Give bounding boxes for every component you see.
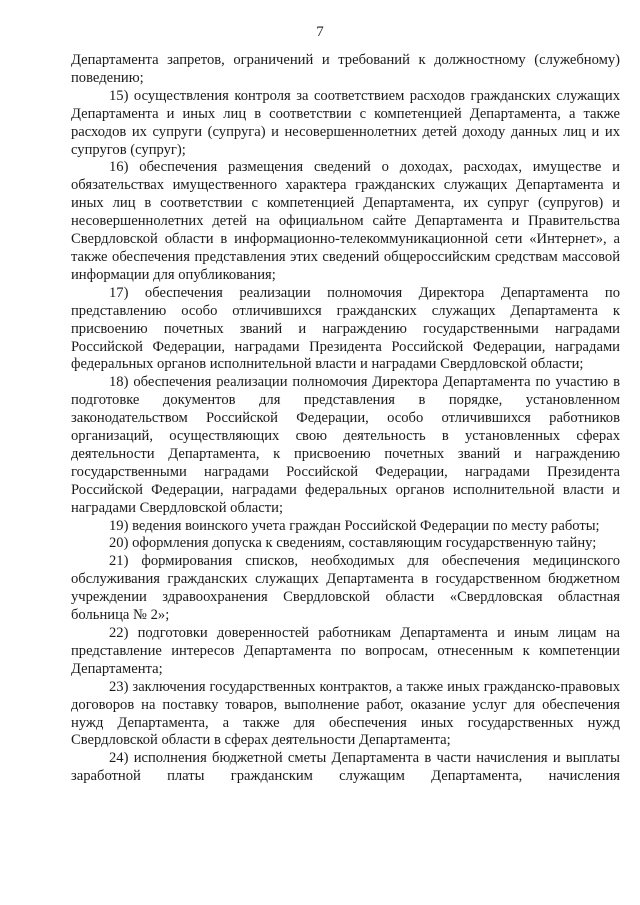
paragraph: 17) обеспечения реализации полномочия Директора Департамента по представлению особо отличившихся гражданских служащих Департамента к присвоению почетных званий и награждению государственными наградами Российской Федерации, наградами Президента Российской Федерации, наградами федеральных органов исполнительной власти и наградами Свердловской области; — [71, 284, 620, 373]
paragraph: 24) исполнения бюджетной сметы Департамента в части начисления и выплаты заработной платы гражданским служащим Департамента, начисления — [71, 750, 620, 785]
paragraph: 21) формирования списков, необходимых для обеспечения медицинского обслуживания гражданских служащих Департамента в государственном бюджетном учреждении здравоохранения Свердловской области «Свердловская областная больница № 2»; — [71, 553, 620, 624]
paragraph: Департамента запретов, ограничений и требований к должностному (служебному) поведению; — [71, 52, 620, 86]
paragraph: 15) осуществления контроля за соответствием расходов гражданских служащих Департамента и иных лиц в соответствии с компетенцией Департамента, а также расходов их супруги (супруга) и несовершеннолетних детей доходу данных лиц и их супругов (супруг); — [71, 87, 620, 158]
paragraph: 16) обеспечения размещения сведений о доходах, расходах, имуществе и обязательствах имущественного характера гражданских служащих Департамента и иных лиц в соответствии с компетенцией Департамента, их супруг (супругов) и несовершеннолетних детей на официальном сайте Департамента и Правительства Свердловской области в информационно-телекоммуникационной сети «Интернет», а также обеспечения представления этих сведений общероссийским средствам массовой информации для опубликования; — [71, 159, 620, 283]
paragraph: 23) заключения государственных контрактов, а также иных гражданско-правовых договоров на поставку товаров, выполнение работ, оказание услуг для обеспечения нужд Департамента, а также для обеспечения иных государственных нужд Свердловской области в сферах деятельности Департамента; — [71, 678, 620, 749]
paragraph: 18) обеспечения реализации полномочия Директора Департамента по участию в подготовке документов для представления в порядке, установленном законодательством Российской Федерации, особо отличившихся работников организаций, осуществляющих свою деятельность в установленных сферах деятельности Департамента, к присвоению почетных званий и награждению государственными наградами Российской Федерации, наградами Президента Российской Федерации, наградами федеральных органов исполнительной власти и наградами Свердловской области; — [71, 374, 620, 516]
paragraph: 20) оформления допуска к сведениям, составляющим государственную тайну; — [109, 535, 597, 552]
page-number: 7 — [316, 24, 324, 40]
paragraph: 22) подготовки доверенностей работникам Департамента и иным лицам на представление интересов Департамента по вопросам, отнесенным к компетенции Департамента; — [71, 625, 620, 677]
paragraph: 19) ведения воинского учета граждан Российской Федерации по месту работы; — [109, 517, 600, 534]
document-body — [71, 52, 620, 786]
